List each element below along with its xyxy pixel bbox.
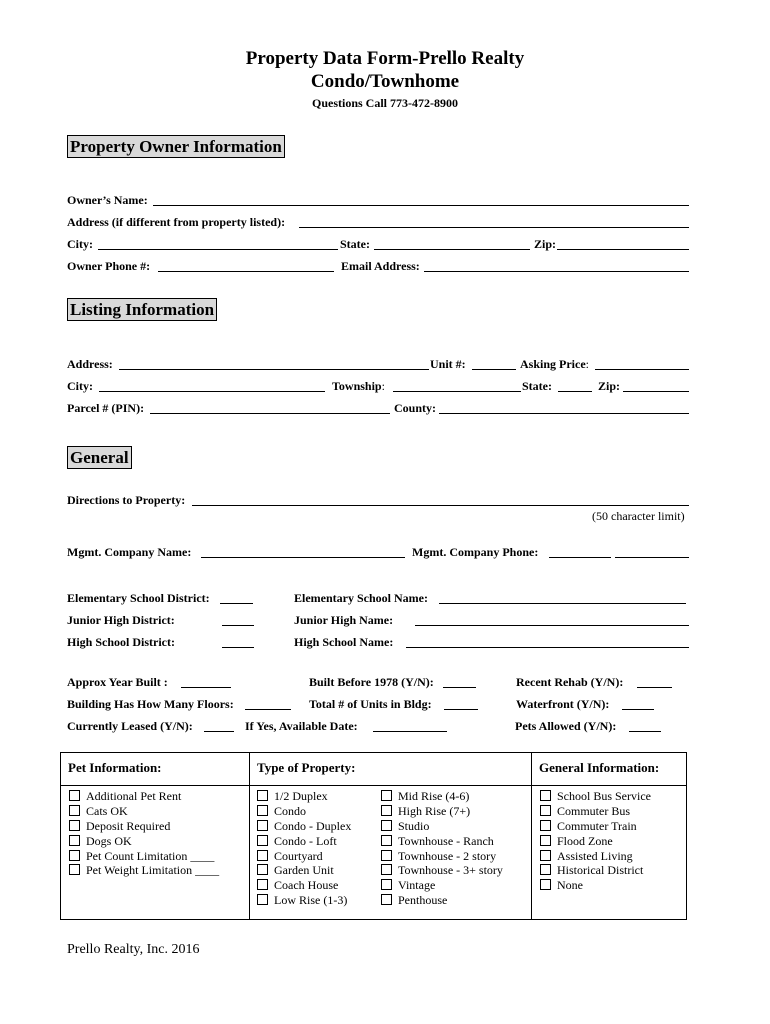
elementary-district-field[interactable]	[220, 603, 253, 604]
junior-high-row	[67, 612, 689, 628]
leased-row	[67, 718, 689, 734]
property-type-option[interactable]: Penthouse	[381, 893, 503, 908]
owner-phone-label: Owner Phone #:	[67, 259, 151, 273]
table-header-divider	[61, 785, 686, 786]
year-built-label: Approx Year Built :	[67, 675, 168, 689]
property-type-option[interactable]: Townhouse - Ranch	[381, 834, 503, 849]
asking-price-field[interactable]	[595, 369, 689, 370]
property-type-option[interactable]: 1/2 Duplex	[257, 789, 351, 804]
owner-zip-field[interactable]	[557, 249, 689, 250]
form-subtitle: Condo/Townhome	[310, 71, 460, 92]
asking-price-label: Asking Price:	[520, 357, 590, 371]
listing-address-field[interactable]	[119, 369, 429, 370]
floors-label: Building Has How Many Floors:	[67, 697, 234, 711]
checkbox[interactable]	[540, 879, 551, 890]
pet-option-count-limitation[interactable]: Pet Count Limitation ____	[69, 849, 219, 864]
listing-state-field[interactable]	[558, 391, 592, 392]
available-date-label: If Yes, Available Date:	[245, 719, 358, 733]
general-option[interactable]: Commuter Bus	[540, 804, 651, 819]
property-type-option[interactable]: Low Rise (1-3)	[257, 893, 351, 908]
waterfront-label: Waterfront (Y/N):	[516, 697, 610, 711]
elementary-name-label: Elementary School Name:	[294, 591, 428, 605]
built-before-label: Built Before 1978 (Y/N):	[309, 675, 434, 689]
listing-city-field[interactable]	[99, 391, 325, 392]
owner-section-heading: Property Owner Information	[67, 135, 285, 158]
checkbox[interactable]	[69, 835, 80, 846]
footer-copyright: Prello Realty, Inc. 2016	[67, 942, 200, 957]
owner-city-row	[67, 236, 689, 252]
checkbox[interactable]	[69, 820, 80, 831]
checkbox[interactable]	[381, 835, 392, 846]
checkbox[interactable]	[540, 835, 551, 846]
general-option[interactable]: Historical District	[540, 863, 651, 878]
checkbox[interactable]	[69, 864, 80, 875]
property-type-option[interactable]: Townhouse - 3+ story	[381, 863, 503, 878]
checkbox[interactable]	[257, 864, 268, 875]
property-type-option[interactable]: Studio	[381, 819, 503, 834]
unit-field[interactable]	[472, 369, 516, 370]
recent-rehab-field[interactable]	[637, 687, 672, 688]
owner-address-row	[67, 214, 689, 230]
checkbox[interactable]	[69, 790, 80, 801]
built-before-field[interactable]	[443, 687, 476, 688]
floors-field[interactable]	[245, 709, 291, 710]
checkbox[interactable]	[540, 805, 551, 816]
checkbox[interactable]	[69, 805, 80, 816]
property-type-list-col2	[381, 789, 503, 908]
county-label: County:	[394, 401, 437, 415]
property-type-option[interactable]: Mid Rise (4-6)	[381, 789, 503, 804]
elementary-row	[67, 590, 689, 606]
pet-option-weight-limitation[interactable]: Pet Weight Limitation ____	[69, 863, 219, 878]
checkbox[interactable]	[540, 820, 551, 831]
year-built-row	[67, 674, 689, 690]
property-type-list-col1	[257, 789, 351, 908]
checkbox[interactable]	[257, 879, 268, 890]
owner-zip-label: Zip:	[534, 237, 557, 251]
mgmt-name-label: Mgmt. Company Name:	[67, 545, 192, 559]
directions-row	[67, 492, 689, 508]
listing-address-row	[67, 356, 689, 372]
owner-address-field[interactable]	[299, 227, 689, 228]
property-type-option[interactable]: Condo - Duplex	[257, 819, 351, 834]
owners-name-label: Owner’s Name:	[67, 193, 148, 207]
checkbox[interactable]	[540, 790, 551, 801]
pets-allowed-field[interactable]	[629, 731, 661, 732]
property-type-option[interactable]: High Rise (7+)	[381, 804, 503, 819]
checkbox[interactable]	[381, 820, 392, 831]
parcel-field[interactable]	[150, 413, 390, 414]
pet-information-header: Pet Information:	[68, 760, 162, 775]
general-section-heading: General	[67, 446, 132, 469]
form-title: Property Data Form-Prello Realty	[245, 48, 525, 69]
pet-option-deposit-required[interactable]: Deposit Required	[69, 819, 219, 834]
waterfront-field[interactable]	[622, 709, 654, 710]
general-information-header: General Information:	[539, 760, 660, 775]
checkbox[interactable]	[381, 850, 392, 861]
property-details-table	[60, 752, 687, 920]
junior-high-district-field[interactable]	[222, 625, 254, 626]
owner-phone-field[interactable]	[158, 271, 334, 272]
listing-address-label: Address:	[67, 357, 113, 371]
floors-row	[67, 696, 689, 712]
listing-zip-field[interactable]	[623, 391, 689, 392]
checkbox[interactable]	[381, 864, 392, 875]
pet-option-additional-rent[interactable]: Additional Pet Rent	[69, 789, 219, 804]
directions-field[interactable]	[192, 505, 689, 506]
mgmt-name-field[interactable]	[201, 557, 405, 558]
checkbox[interactable]	[381, 805, 392, 816]
pet-information-list	[69, 789, 219, 878]
owner-city-field[interactable]	[98, 249, 338, 250]
mgmt-phone-field[interactable]	[615, 557, 689, 558]
checkbox[interactable]	[257, 835, 268, 846]
year-built-field[interactable]	[181, 687, 231, 688]
property-type-option[interactable]: Vintage	[381, 878, 503, 893]
total-units-label: Total # of Units in Bldg:	[309, 697, 432, 711]
checkbox[interactable]	[540, 864, 551, 875]
leased-field[interactable]	[204, 731, 234, 732]
checkbox[interactable]	[257, 790, 268, 801]
questions-phone: Questions Call 773-472-8900	[311, 96, 458, 110]
character-limit-note: (50 character limit)	[592, 509, 685, 523]
property-type-option[interactable]: Condo	[257, 804, 351, 819]
high-school-district-field[interactable]	[222, 647, 254, 648]
mgmt-phone-area-field[interactable]	[549, 557, 611, 558]
unit-label: Unit #:	[430, 357, 466, 371]
general-option[interactable]: None	[540, 878, 651, 893]
listing-city-row	[67, 378, 689, 394]
owner-state-field[interactable]	[374, 249, 530, 250]
checkbox[interactable]	[69, 850, 80, 861]
junior-high-name-field[interactable]	[415, 625, 689, 626]
high-school-name-label: High School Name:	[294, 635, 394, 649]
property-type-option[interactable]: Courtyard	[257, 849, 351, 864]
checkbox[interactable]	[257, 894, 268, 905]
type-of-property-header: Type of Property:	[257, 760, 356, 775]
parcel-row	[67, 400, 689, 416]
pet-option-cats-ok[interactable]: Cats OK	[69, 804, 219, 819]
township-field[interactable]	[393, 391, 521, 392]
owner-phone-row	[67, 258, 689, 274]
owner-state-label: State:	[340, 237, 370, 251]
junior-high-name-label: Junior High Name:	[294, 613, 394, 627]
mgmt-row	[67, 544, 689, 560]
owner-city-label: City:	[67, 237, 93, 251]
recent-rehab-label: Recent Rehab (Y/N):	[516, 675, 624, 689]
owner-email-field[interactable]	[424, 271, 689, 272]
listing-city-label: City:	[67, 379, 93, 393]
elementary-district-label: Elementary School District:	[67, 591, 210, 605]
property-type-option[interactable]: Townhouse - 2 story	[381, 849, 503, 864]
junior-high-district-label: Junior High District:	[67, 613, 175, 627]
general-option[interactable]: School Bus Service	[540, 789, 651, 804]
general-option[interactable]: Assisted Living	[540, 849, 651, 864]
township-label: Township:	[332, 379, 385, 393]
checkbox[interactable]	[257, 805, 268, 816]
owner-address-label: Address (if different from property listed):	[67, 215, 286, 229]
high-school-name-field[interactable]	[406, 647, 689, 648]
owners-name-row	[67, 192, 689, 208]
property-type-option[interactable]: Garden Unit	[257, 863, 351, 878]
general-information-list	[540, 789, 651, 893]
listing-zip-label: Zip:	[598, 379, 621, 393]
listing-state-label: State:	[522, 379, 552, 393]
general-option[interactable]: Commuter Train	[540, 819, 651, 834]
checkbox[interactable]	[257, 820, 268, 831]
available-date-field[interactable]	[373, 731, 447, 732]
county-field[interactable]	[439, 413, 689, 414]
total-units-field[interactable]	[444, 709, 478, 710]
property-type-option[interactable]: Coach House	[257, 878, 351, 893]
property-type-option[interactable]: Condo - Loft	[257, 834, 351, 849]
checkbox[interactable]	[540, 850, 551, 861]
elementary-name-field[interactable]	[439, 603, 686, 604]
checkbox[interactable]	[381, 879, 392, 890]
owners-name-field[interactable]	[153, 205, 689, 206]
leased-label: Currently Leased (Y/N):	[67, 719, 193, 733]
general-option[interactable]: Flood Zone	[540, 834, 651, 849]
owner-email-label: Email Address:	[341, 259, 420, 273]
pets-allowed-label: Pets Allowed (Y/N):	[515, 719, 617, 733]
mgmt-phone-label: Mgmt. Company Phone:	[412, 545, 539, 559]
high-school-row	[67, 634, 689, 650]
table-divider	[531, 753, 532, 919]
checkbox[interactable]	[381, 790, 392, 801]
pet-option-dogs-ok[interactable]: Dogs OK	[69, 834, 219, 849]
directions-label: Directions to Property:	[67, 493, 186, 507]
parcel-label: Parcel # (PIN):	[67, 401, 145, 415]
table-divider	[249, 753, 250, 919]
listing-section-heading: Listing Information	[67, 298, 217, 321]
checkbox[interactable]	[381, 894, 392, 905]
checkbox[interactable]	[257, 850, 268, 861]
high-school-district-label: High School District:	[67, 635, 175, 649]
